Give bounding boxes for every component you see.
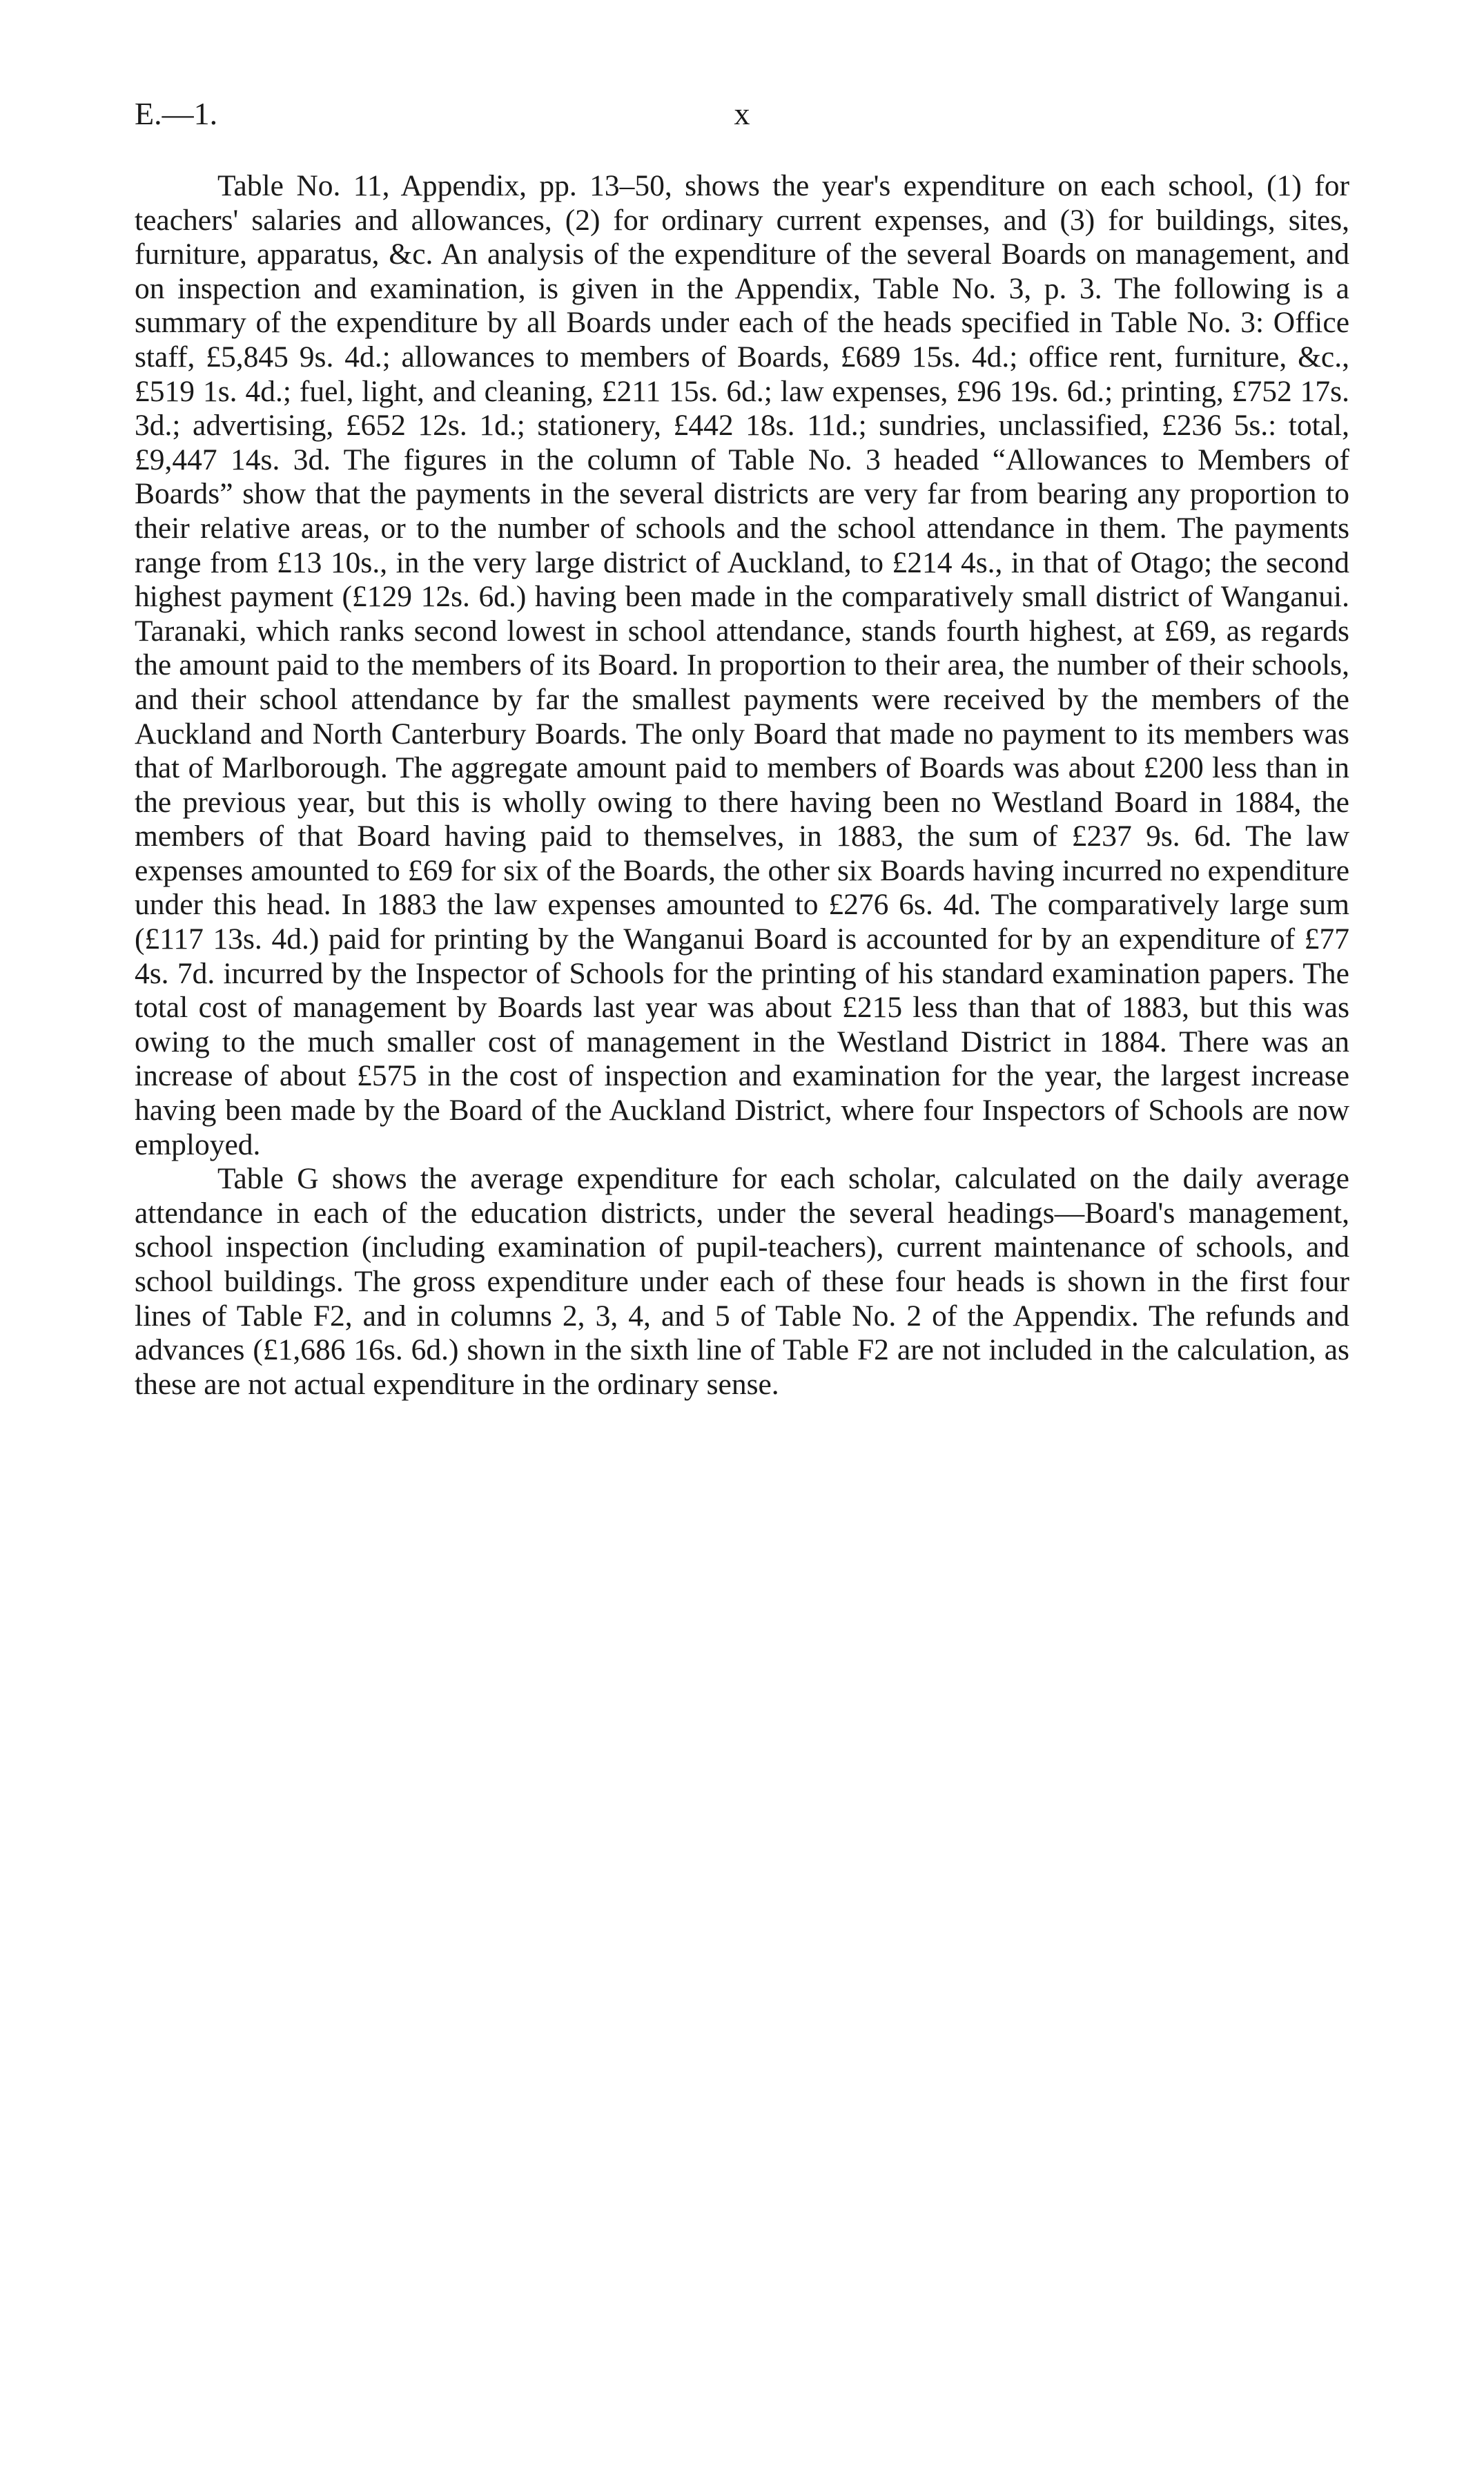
document-reference: E.—1. xyxy=(135,96,218,131)
body-text xyxy=(135,169,1349,1402)
page-number: x xyxy=(734,96,750,131)
paragraph-table-g: Table G shows the average expenditure for each scholar, calculated on the daily average attendance in each of the education districts, under the several headings—Board's management, school inspection (including examination of pupil-teachers), current maintenance of schools, and school buildings. The gross expenditure under each of these four heads is shown in the first four lines of Table F2, and in columns 2, 3, 4, and 5 of Table No. 2 of the Appendix. The refunds and advances (£1,686 16s. 6d.) shown in the sixth line of Table F2 are not included in the calculation, as these are not actual expenditure in the ordinary sense. xyxy=(135,1162,1349,1401)
page-header xyxy=(135,93,1349,135)
paragraph-expenditure-summary: Table No. 11, Appendix, pp. 13–50, shows the year's expenditure on each school, (1) for teachers' salaries and allowances, (2) for ordinary current expenses, and (3) for buildings, sites, furniture, apparatus, &c. An analysis of the expenditure of the several Boards on management, and on inspection and examination, is given in the Appendix, Table No. 3, p. 3. The following is a summary of the expenditure by all Boards under each of the heads specified in Table No. 3: Office staff, £5,845 9s. 4d.; allowances to members of Boards, £689 15s. 4d.; office rent, furniture, &c., £519 1s. 4d.; fuel, light, and cleaning, £211 15s. 6d.; law expenses, £96 19s. 6d.; printing, £752 17s. 3d.; advertising, £652 12s. 1d.; stationery, £442 18s. 11d.; sundries, unclassified, £236 5s.: total, £9,447 14s. 3d. The figures in the column of Table No. 3 headed “Allowances to Members of Boards” show that the payments in the several districts are very far from bearing any proportion to their relative areas, or to the number of schools and the school attendance in them. The payments range from £13 10s., in the very large district of Auckland, to £214 4s., in that of Otago; the second highest payment (£129 12s. 6d.) having been made in the comparatively small district of Wanganui. Taranaki, which ranks second lowest in school attendance, stands fourth highest, at £69, as regards the amount paid to the members of its Board. In proportion to their area, the number of their schools, and their school attendance by far the smallest payments were received by the members of the Auckland and North Canterbury Boards. The only Board that made no payment to its members was that of Marlborough. The aggregate amount paid to members of Boards was about £200 less than in the previous year, but this is wholly owing to there having been no Westland Board in 1884, the members of that Board having paid to themselves, in 1883, the sum of £237 9s. 6d. The law expenses amounted to £69 for six of the Boards, the other six Boards having incurred no expenditure under this head. In 1883 the law expenses amounted to £276 6s. 4d. The comparatively large sum (£117 13s. 4d.) paid for printing by the Wanganui Board is accounted for by an expenditure of £77 4s. 7d. incurred by the Inspector of Schools for the printing of his standard examination papers. The total cost of management by Boards last year was about £215 less than that of 1883, but this was owing to the much smaller cost of management in the Westland District in 1884. There was an increase of about £575 in the cost of inspection and examination for the year, the largest increase having been made by the Board of the Auckland District, where four Inspectors of Schools are now employed. xyxy=(135,169,1349,1161)
